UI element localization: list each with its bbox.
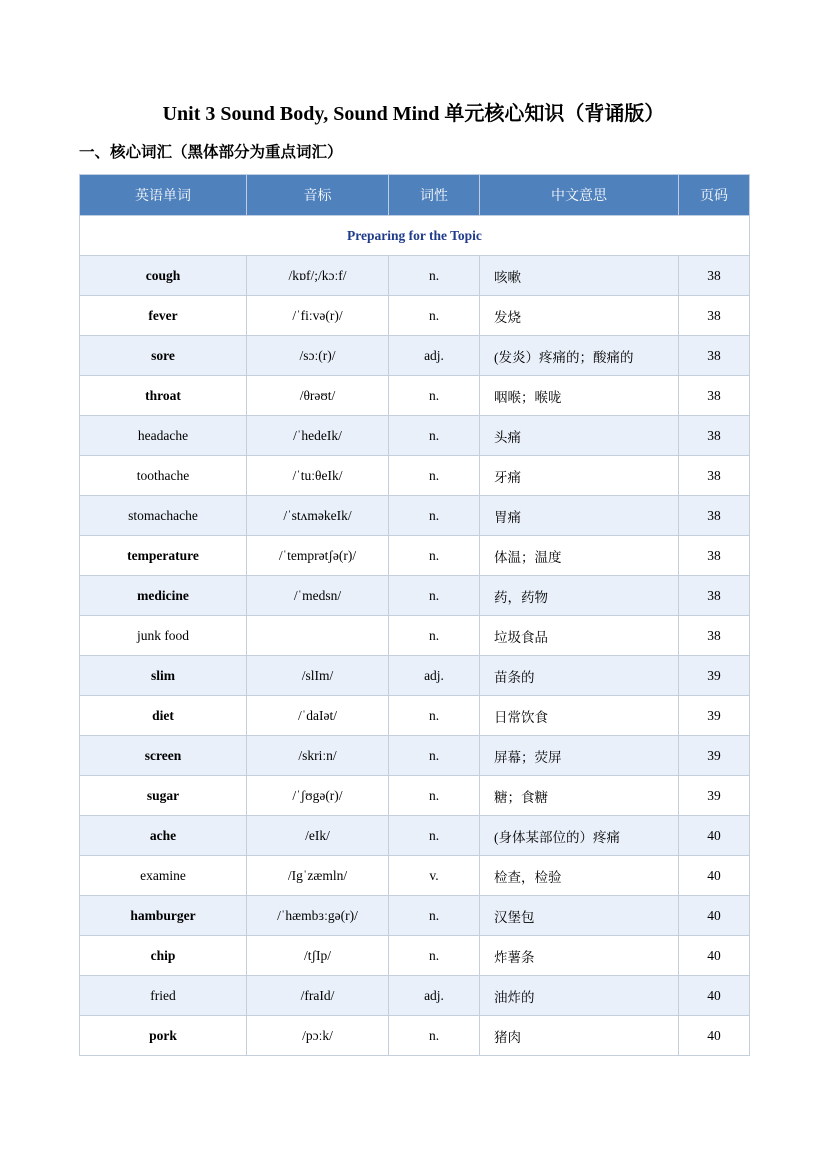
cell-part-of-speech: n. bbox=[389, 816, 480, 856]
cell-chinese-meaning: 猪肉 bbox=[480, 1016, 679, 1056]
cell-english-word: temperature bbox=[80, 536, 247, 576]
cell-page-number: 40 bbox=[679, 936, 750, 976]
cell-english-word: cough bbox=[80, 256, 247, 296]
cell-page-number: 38 bbox=[679, 256, 750, 296]
cell-english-word: toothache bbox=[80, 456, 247, 496]
cell-chinese-meaning: 咽喉；喉咙 bbox=[480, 376, 679, 416]
cell-phonetic: /ˈfiːvə(r)/ bbox=[247, 296, 389, 336]
cell-chinese-meaning: (发炎）疼痛的；酸痛的 bbox=[480, 336, 679, 376]
table-row bbox=[80, 416, 750, 456]
cell-chinese-meaning: 苗条的 bbox=[480, 656, 679, 696]
cell-part-of-speech: n. bbox=[389, 256, 480, 296]
table-row bbox=[80, 656, 750, 696]
cell-page-number: 40 bbox=[679, 816, 750, 856]
cell-page-number: 39 bbox=[679, 736, 750, 776]
cell-page-number: 38 bbox=[679, 616, 750, 656]
cell-phonetic: /kɒf/;/kɔːf/ bbox=[247, 256, 389, 296]
cell-phonetic: /ˈtuːθeIk/ bbox=[247, 456, 389, 496]
table-row bbox=[80, 496, 750, 536]
table-row bbox=[80, 736, 750, 776]
cell-phonetic: /sɔː(r)/ bbox=[247, 336, 389, 376]
cell-phonetic: /ˈdaIət/ bbox=[247, 696, 389, 736]
cell-english-word: fried bbox=[80, 976, 247, 1016]
cell-phonetic: /Igˈzæmln/ bbox=[247, 856, 389, 896]
cell-phonetic: /fraId/ bbox=[247, 976, 389, 1016]
cell-phonetic: /tʃIp/ bbox=[247, 936, 389, 976]
cell-page-number: 38 bbox=[679, 456, 750, 496]
cell-english-word: slim bbox=[80, 656, 247, 696]
cell-phonetic: /ˈmedsn/ bbox=[247, 576, 389, 616]
cell-part-of-speech: n. bbox=[389, 896, 480, 936]
cell-page-number: 40 bbox=[679, 856, 750, 896]
cell-part-of-speech: n. bbox=[389, 936, 480, 976]
table-row bbox=[80, 336, 750, 376]
cell-phonetic: /θrəʊt/ bbox=[247, 376, 389, 416]
cell-english-word: examine bbox=[80, 856, 247, 896]
cell-part-of-speech: n. bbox=[389, 616, 480, 656]
cell-phonetic bbox=[247, 616, 389, 656]
cell-chinese-meaning: 检查，检验 bbox=[480, 856, 679, 896]
cell-part-of-speech: adj. bbox=[389, 336, 480, 376]
cell-page-number: 40 bbox=[679, 896, 750, 936]
vocabulary-table bbox=[79, 174, 750, 1056]
cell-page-number: 38 bbox=[679, 296, 750, 336]
cell-phonetic: /ˈhedeIk/ bbox=[247, 416, 389, 456]
cell-part-of-speech: n. bbox=[389, 416, 480, 456]
cell-english-word: ache bbox=[80, 816, 247, 856]
cell-page-number: 39 bbox=[679, 656, 750, 696]
cell-phonetic: /ˈtemprətʃə(r)/ bbox=[247, 536, 389, 576]
table-row bbox=[80, 896, 750, 936]
cell-chinese-meaning: 日常饮食 bbox=[480, 696, 679, 736]
cell-english-word: throat bbox=[80, 376, 247, 416]
cell-phonetic: /eIk/ bbox=[247, 816, 389, 856]
table-row bbox=[80, 696, 750, 736]
table-row bbox=[80, 456, 750, 496]
cell-english-word: diet bbox=[80, 696, 247, 736]
table-row bbox=[80, 536, 750, 576]
cell-page-number: 38 bbox=[679, 496, 750, 536]
cell-english-word: stomachache bbox=[80, 496, 247, 536]
cell-english-word: sore bbox=[80, 336, 247, 376]
cell-part-of-speech: v. bbox=[389, 856, 480, 896]
table-row bbox=[80, 576, 750, 616]
table-row bbox=[80, 816, 750, 856]
table-row bbox=[80, 256, 750, 296]
cell-english-word: junk food bbox=[80, 616, 247, 656]
table-row bbox=[80, 296, 750, 336]
cell-part-of-speech: n. bbox=[389, 376, 480, 416]
cell-part-of-speech: adj. bbox=[389, 976, 480, 1016]
cell-part-of-speech: n. bbox=[389, 696, 480, 736]
cell-chinese-meaning: 体温；温度 bbox=[480, 536, 679, 576]
header-phonetic: 音标 bbox=[247, 175, 389, 216]
table-row bbox=[80, 976, 750, 1016]
header-english-word: 英语单词 bbox=[80, 175, 247, 216]
cell-page-number: 39 bbox=[679, 696, 750, 736]
header-chinese-meaning: 中文意思 bbox=[480, 175, 679, 216]
cell-chinese-meaning: 牙痛 bbox=[480, 456, 679, 496]
cell-english-word: sugar bbox=[80, 776, 247, 816]
cell-chinese-meaning: 油炸的 bbox=[480, 976, 679, 1016]
cell-phonetic: /pɔːk/ bbox=[247, 1016, 389, 1056]
cell-page-number: 40 bbox=[679, 976, 750, 1016]
cell-page-number: 38 bbox=[679, 536, 750, 576]
table-row bbox=[80, 1016, 750, 1056]
header-part-of-speech: 词性 bbox=[389, 175, 480, 216]
cell-part-of-speech: n. bbox=[389, 296, 480, 336]
cell-english-word: pork bbox=[80, 1016, 247, 1056]
document-title: Unit 3 Sound Body, Sound Mind 单元核心知识（背诵版） bbox=[162, 103, 665, 125]
cell-part-of-speech: n. bbox=[389, 736, 480, 776]
cell-part-of-speech: n. bbox=[389, 776, 480, 816]
cell-chinese-meaning: 屏幕；荧屏 bbox=[480, 736, 679, 776]
section-heading: 一、核心词汇（黑体部分为重点词汇） bbox=[79, 144, 343, 161]
cell-page-number: 38 bbox=[679, 336, 750, 376]
table-row bbox=[80, 856, 750, 896]
cell-phonetic: /slIm/ bbox=[247, 656, 389, 696]
cell-chinese-meaning: 胃痛 bbox=[480, 496, 679, 536]
cell-chinese-meaning: 头痛 bbox=[480, 416, 679, 456]
table-row bbox=[80, 616, 750, 656]
cell-chinese-meaning: 糖；食糖 bbox=[480, 776, 679, 816]
cell-chinese-meaning: 垃圾食品 bbox=[480, 616, 679, 656]
cell-part-of-speech: n. bbox=[389, 496, 480, 536]
cell-english-word: chip bbox=[80, 936, 247, 976]
cell-chinese-meaning: 汉堡包 bbox=[480, 896, 679, 936]
cell-english-word: medicine bbox=[80, 576, 247, 616]
cell-phonetic: /ˈhæmbɜːgə(r)/ bbox=[247, 896, 389, 936]
cell-phonetic: /skriːn/ bbox=[247, 736, 389, 776]
table-header-row bbox=[80, 175, 750, 216]
cell-phonetic: /ˈʃʊgə(r)/ bbox=[247, 776, 389, 816]
cell-chinese-meaning: 药，药物 bbox=[480, 576, 679, 616]
cell-chinese-meaning: (身体某部位的）疼痛 bbox=[480, 816, 679, 856]
cell-part-of-speech: n. bbox=[389, 1016, 480, 1056]
table-row bbox=[80, 376, 750, 416]
cell-chinese-meaning: 炸薯条 bbox=[480, 936, 679, 976]
cell-english-word: screen bbox=[80, 736, 247, 776]
table-row bbox=[80, 936, 750, 976]
cell-english-word: fever bbox=[80, 296, 247, 336]
table-section-row bbox=[80, 216, 750, 256]
cell-part-of-speech: n. bbox=[389, 576, 480, 616]
cell-page-number: 38 bbox=[679, 576, 750, 616]
cell-english-word: hamburger bbox=[80, 896, 247, 936]
cell-part-of-speech: adj. bbox=[389, 656, 480, 696]
cell-page-number: 38 bbox=[679, 416, 750, 456]
cell-chinese-meaning: 发烧 bbox=[480, 296, 679, 336]
cell-page-number: 39 bbox=[679, 776, 750, 816]
cell-part-of-speech: n. bbox=[389, 456, 480, 496]
section-label: Preparing for the Topic bbox=[80, 216, 750, 256]
cell-chinese-meaning: 咳嗽 bbox=[480, 256, 679, 296]
cell-page-number: 40 bbox=[679, 1016, 750, 1056]
table-row bbox=[80, 776, 750, 816]
cell-part-of-speech: n. bbox=[389, 536, 480, 576]
cell-english-word: headache bbox=[80, 416, 247, 456]
header-page-number: 页码 bbox=[679, 175, 750, 216]
cell-phonetic: /ˈstʌməkeIk/ bbox=[247, 496, 389, 536]
cell-page-number: 38 bbox=[679, 376, 750, 416]
